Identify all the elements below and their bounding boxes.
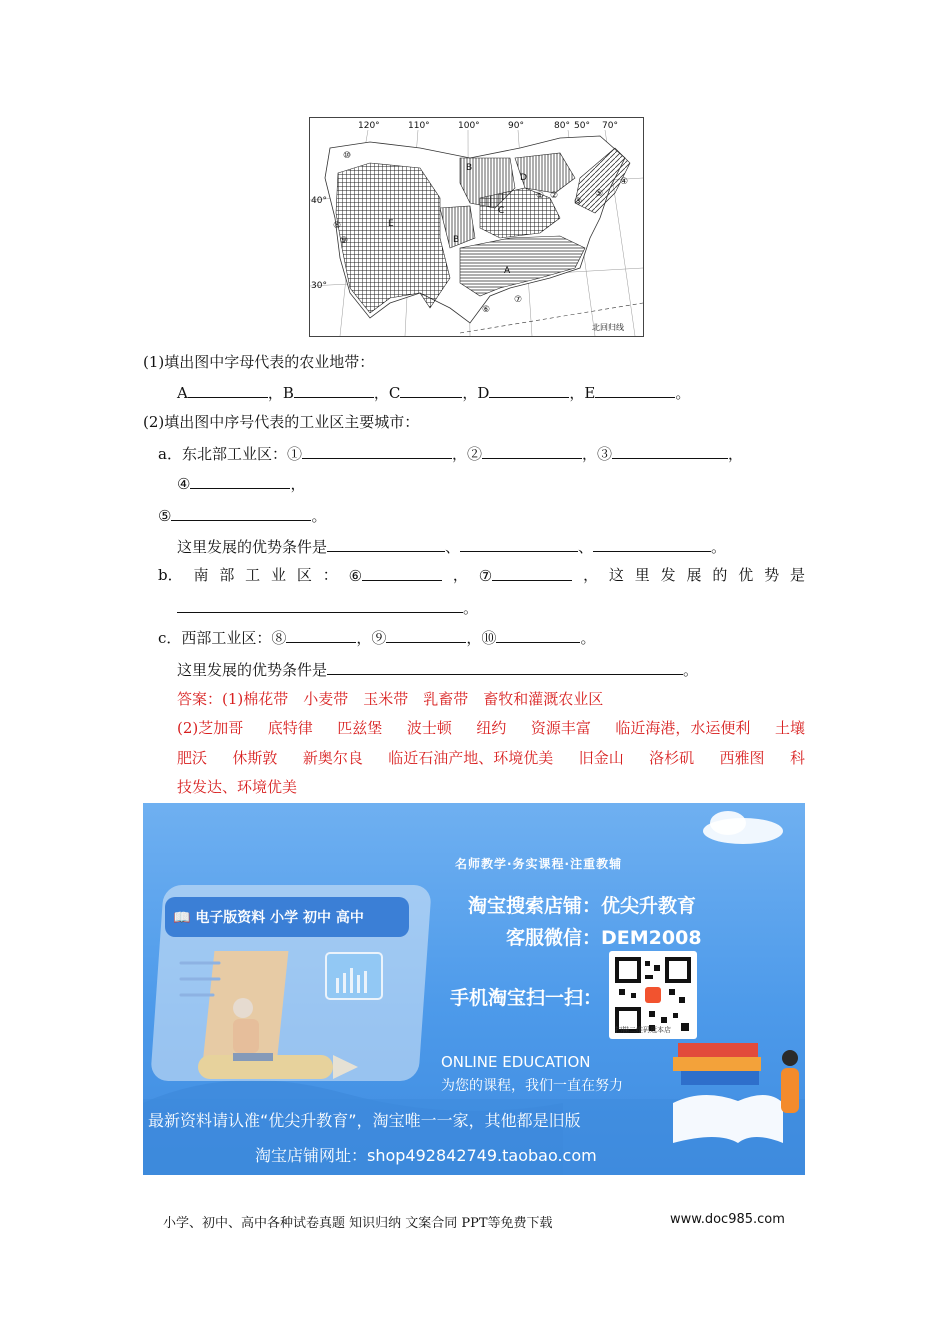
q2a-comma: ， bbox=[727, 445, 743, 463]
q2b-label: b． bbox=[158, 566, 183, 584]
city-number-8: ⑧ bbox=[333, 221, 342, 231]
q2b-7-wrap bbox=[479, 565, 572, 586]
answer-item: 西雅图 bbox=[719, 749, 765, 767]
city-number-5: ⑤ bbox=[595, 189, 604, 199]
q2a-cond-blank-3[interactable] bbox=[593, 536, 711, 552]
q1-c-label: ，C bbox=[373, 384, 401, 402]
board-label-text: 电子版资料 小学 初中 高中 bbox=[195, 910, 364, 926]
q2a-5-label: ⑤ bbox=[158, 507, 172, 525]
answer-line-4: 技发达、环境优美 bbox=[177, 778, 298, 796]
q1-b-blank[interactable] bbox=[294, 382, 374, 398]
q2a-cond-blank-1[interactable] bbox=[327, 536, 445, 552]
answer-item: 休斯敦 bbox=[232, 749, 278, 767]
q1-d-blank[interactable] bbox=[489, 382, 569, 398]
q2a-blank-3[interactable] bbox=[612, 443, 728, 459]
q1-d-label: ，D bbox=[462, 384, 490, 402]
q1-end: 。 bbox=[675, 384, 691, 402]
q2a-blank-4[interactable] bbox=[190, 473, 290, 489]
q2c-10-label: ，⑩ bbox=[466, 629, 497, 647]
city-number-7: ⑦ bbox=[514, 295, 523, 305]
q2b-char: 部 bbox=[219, 566, 235, 584]
ad-warning: 最新资料请认准“优尖升教育”，淘宝唯一一家，其他都是旧版 bbox=[148, 1111, 581, 1130]
answer-item: 肥沃 bbox=[177, 749, 208, 767]
q2a-cond-label: 这里发展的优势条件是 bbox=[177, 538, 328, 556]
q2a-4-label: ④ bbox=[177, 475, 191, 493]
question-2a-line-4 bbox=[177, 473, 305, 494]
region-letter-b2: B bbox=[453, 235, 460, 245]
q2b-char: 展 bbox=[686, 566, 702, 584]
q2b-end: 。 bbox=[463, 599, 479, 617]
q1-e-blank[interactable] bbox=[595, 382, 675, 398]
q2c-cond-blank[interactable] bbox=[327, 659, 683, 675]
answer-line-2 bbox=[177, 718, 805, 738]
answer-item: 资源丰富 bbox=[530, 719, 591, 737]
question-2b-line bbox=[158, 565, 805, 586]
q2b-char: 是 bbox=[789, 566, 805, 584]
q2a-3-label: ，③ bbox=[581, 445, 612, 463]
answer-item: 临近海港，水运便利 bbox=[615, 719, 751, 737]
q2a-sep-1: 、 bbox=[445, 538, 461, 556]
lat-label-30: 30° bbox=[311, 281, 327, 291]
q2a-sep-2: 、 bbox=[578, 538, 594, 556]
q2b-char: 区 bbox=[296, 566, 312, 584]
region-letter-e: E bbox=[388, 219, 394, 229]
q2b-char: ： bbox=[322, 566, 338, 584]
answer-item: 土壤 bbox=[774, 719, 805, 737]
q2c-blank-9[interactable] bbox=[386, 627, 466, 643]
region-letter-c: C bbox=[498, 206, 505, 216]
region-letter-b1: B bbox=[466, 163, 473, 173]
q2c-cond-end: 。 bbox=[683, 661, 699, 679]
ad-shop-line: 淘宝搜索店铺：优尖升教育 bbox=[468, 895, 697, 917]
lon-label-120: 120° bbox=[358, 121, 380, 131]
q2c-blank-10[interactable] bbox=[496, 627, 580, 643]
lon-label-70: 70° bbox=[602, 121, 618, 131]
city-number-3: ③ bbox=[574, 197, 583, 207]
lon-label-80: 80° bbox=[554, 121, 570, 131]
city-number-4: ④ bbox=[620, 177, 629, 187]
answer-item: 洛杉矶 bbox=[649, 749, 695, 767]
qr-caption: 扫描二维码逛本店 bbox=[615, 1026, 671, 1034]
question-1-blanks bbox=[177, 382, 690, 403]
q2a-cond-blank-2[interactable] bbox=[460, 536, 578, 552]
question-2c-line bbox=[158, 627, 595, 648]
question-2a-line-5 bbox=[158, 505, 326, 526]
lon-label-90: 90° bbox=[508, 121, 524, 131]
q2b-char: 势 bbox=[764, 566, 780, 584]
q2c-label: c．西部工业区：⑧ bbox=[158, 629, 287, 647]
q2b-char: 业 bbox=[271, 566, 287, 584]
answer-item: 匹兹堡 bbox=[337, 719, 383, 737]
q2c-cond-label: 这里发展的优势条件是 bbox=[177, 661, 328, 679]
question-2a-line bbox=[158, 443, 743, 464]
q2a-2-label: ，② bbox=[451, 445, 482, 463]
ad-shop-url[interactable]: 淘宝店铺网址：shop492842749.taobao.com bbox=[255, 1146, 597, 1165]
q2a-cond-end: 。 bbox=[711, 538, 727, 556]
agriculture-industry-map bbox=[309, 117, 644, 337]
ad-online-education: ONLINE EDUCATION bbox=[441, 1053, 591, 1071]
q2a-blank-2[interactable] bbox=[482, 443, 582, 459]
lon-label-110: 110° bbox=[408, 121, 430, 131]
city-number-6: ⑥ bbox=[482, 305, 491, 315]
q2b-char: 的 bbox=[712, 566, 728, 584]
answer-item: 纽约 bbox=[476, 719, 507, 737]
book-icon: 📖 bbox=[173, 910, 196, 926]
q1-a-blank[interactable] bbox=[188, 382, 268, 398]
q2b-char: 工 bbox=[245, 566, 261, 584]
ad-scan-line: 手机淘宝扫一扫： bbox=[450, 987, 603, 1009]
region-letter-d: D bbox=[520, 173, 527, 183]
ad-wechat-line: 客服微信：DEM2008 bbox=[506, 927, 702, 949]
q2a-blank-1[interactable] bbox=[302, 443, 452, 459]
map-svg bbox=[310, 118, 643, 336]
q2a-label: a．东北部工业区：① bbox=[158, 445, 302, 463]
region-letter-a: A bbox=[504, 266, 511, 276]
q2b-char: 里 bbox=[634, 566, 650, 584]
q2c-9-label: ，⑨ bbox=[356, 629, 387, 647]
q2a-blank-5[interactable] bbox=[171, 505, 311, 521]
q2b-char: 发 bbox=[660, 566, 676, 584]
answer-line-1: 答案：(1)棉花带 小麦带 玉米带 乳畜带 畜牧和灌溉农业区 bbox=[177, 690, 604, 708]
lon-label-50: 50° bbox=[574, 121, 590, 131]
lon-label-100: 100° bbox=[458, 121, 480, 131]
question-1-title: (1)填出图中字母代表的农业地带： bbox=[143, 353, 375, 371]
q2b-char: 南 bbox=[193, 566, 209, 584]
q2a-4-end: ， bbox=[290, 475, 306, 493]
ad-slogan: 为您的课程，我们一直在努力 bbox=[441, 1078, 623, 1094]
question-2a-conditions bbox=[177, 536, 726, 557]
footer-url-link[interactable]: www.doc985.com bbox=[670, 1212, 785, 1227]
promo-banner[interactable] bbox=[143, 803, 805, 1175]
footer-text: 小学、初中、高中各种试卷真题 知识归纳 文案合同 PPT等免费下载 bbox=[163, 1216, 553, 1231]
board-label bbox=[173, 907, 364, 927]
tropic-label: 北回归线 bbox=[592, 323, 624, 332]
question-2c-conditions bbox=[177, 659, 698, 680]
q2b-char: 优 bbox=[738, 566, 754, 584]
answer-item: 底特律 bbox=[267, 719, 313, 737]
q2b-blank-7[interactable] bbox=[492, 565, 572, 581]
q2a-5-end: 。 bbox=[311, 507, 327, 525]
answer-item: 科 bbox=[789, 749, 805, 767]
q1-a-label: A bbox=[177, 384, 188, 402]
q1-b-label: ，B bbox=[267, 384, 294, 402]
answer-item: 旧金山 bbox=[578, 749, 624, 767]
q2b-char: ， bbox=[452, 566, 468, 584]
answer-item: 临近石油产地、环境优美 bbox=[388, 749, 554, 767]
lat-label-40: 40° bbox=[311, 196, 327, 206]
question-2-title: (2)填出图中序号代表的工业区主要城市： bbox=[143, 413, 420, 431]
q2b-advantage-blank[interactable] bbox=[177, 597, 463, 613]
q2b-6-label: ⑥ bbox=[348, 567, 363, 585]
city-number-10: ⑩ bbox=[343, 151, 352, 161]
question-2b-advantage bbox=[177, 597, 478, 618]
ad-top-slogan: 名师教学·务实课程·注重教辅 bbox=[455, 857, 623, 871]
q2b-char: 这 bbox=[608, 566, 624, 584]
q1-c-blank[interactable] bbox=[400, 382, 462, 398]
q1-e-label: ，E bbox=[569, 384, 596, 402]
q2b-6-wrap bbox=[349, 565, 442, 586]
answer-item: 波士顿 bbox=[406, 719, 452, 737]
q2c-blank-8[interactable] bbox=[286, 627, 356, 643]
city-number-1: ① bbox=[536, 191, 545, 201]
answer-item: (2)芝加哥 bbox=[177, 719, 244, 737]
answer-line-3 bbox=[177, 748, 805, 768]
answer-item: 新奥尔良 bbox=[302, 749, 363, 767]
q2b-7-label: ⑦ bbox=[478, 567, 493, 585]
q2c-end: 。 bbox=[580, 629, 596, 647]
q2b-char: ， bbox=[583, 566, 599, 584]
city-number-9: ⑨ bbox=[340, 236, 349, 246]
q2b-blank-6[interactable] bbox=[362, 565, 442, 581]
city-number-2: ② bbox=[550, 191, 559, 201]
